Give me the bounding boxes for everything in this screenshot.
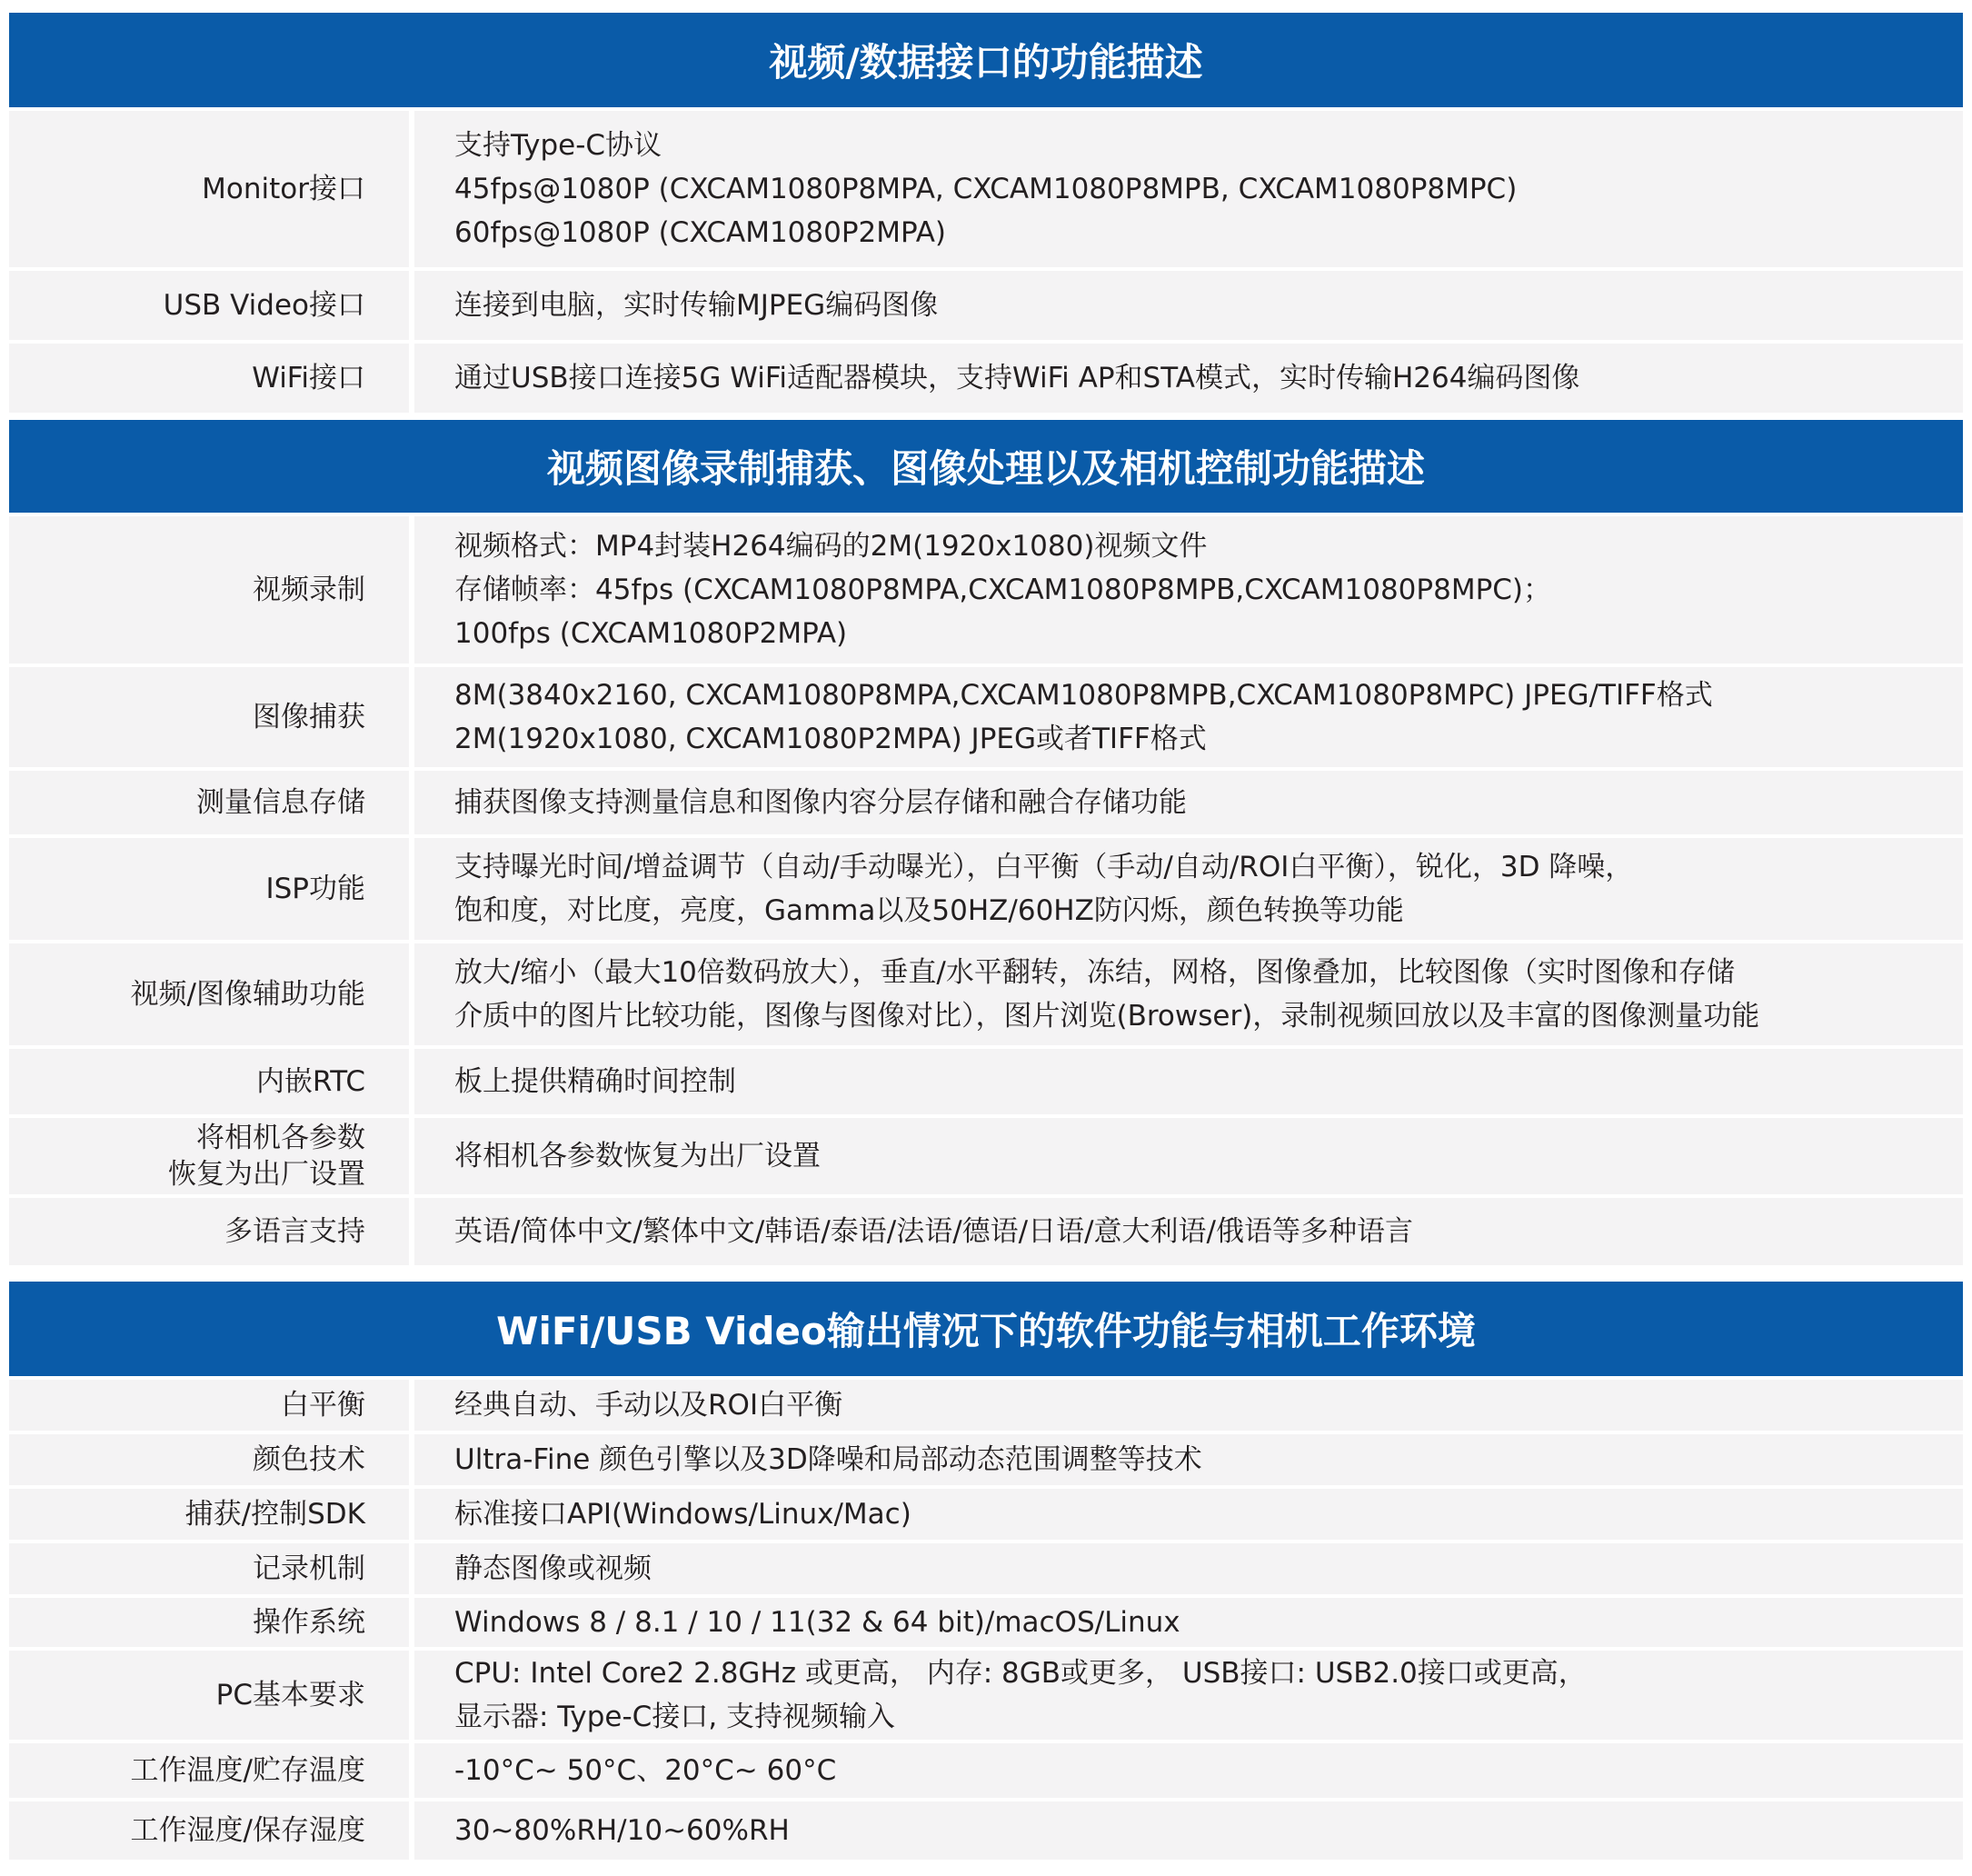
spec-label <box>9 271 409 340</box>
spec-row <box>9 1743 1963 1798</box>
spec-label-line: WiFi接口 <box>252 362 365 394</box>
spec-label-line: ISP功能 <box>265 873 365 905</box>
spec-value <box>414 1743 1963 1798</box>
spec-row <box>9 1198 1963 1265</box>
spec-label-line: 图像捕获 <box>253 701 365 733</box>
spec-row <box>9 1489 1963 1540</box>
spec-label-line: 颜色技术 <box>253 1443 365 1476</box>
spec-row <box>9 1380 1963 1431</box>
spec-label-line: 捕获/控制SDK <box>184 1498 365 1531</box>
spec-row <box>9 516 1963 664</box>
spec-value <box>414 1118 1963 1194</box>
spec-label-line: 工作温度/贮存温度 <box>130 1754 365 1787</box>
spec-value-line: 经典自动、手动以及ROI白平衡 <box>454 1389 843 1422</box>
spec-label <box>9 1198 409 1265</box>
spec-value <box>414 344 1963 413</box>
spec-row <box>9 1543 1963 1594</box>
spec-label <box>9 1049 409 1114</box>
spec-label <box>9 1118 409 1194</box>
spec-value-line: 2M(1920x1080, CXCAM1080P2MPA) JPEG或者TIFF格式 <box>454 723 1207 755</box>
spec-value-line: 板上提供精确时间控制 <box>454 1065 736 1098</box>
spec-value-line: CPU: Intel Core2 2.8GHz 或更高， 内存: 8GB或更多， USB接口: USB2.0接口或更高， <box>454 1657 1587 1690</box>
spec-value-line: 100fps (CXCAM1080P2MPA) <box>454 617 848 650</box>
spec-row <box>9 111 1963 267</box>
spec-label-line: 将相机各参数 <box>196 1122 365 1154</box>
spec-value <box>414 271 1963 340</box>
spec-label-line: Monitor接口 <box>202 173 365 205</box>
spec-value-line: 介质中的图片比较功能，图像与图像对比），图片浏览(Browser)，录制视频回放以及丰富的图像测量功能 <box>454 1000 1760 1033</box>
spec-value-line: Windows 8 / 8.1 / 10 / 11(32 & 64 bit)/macOS/Linux <box>454 1606 1180 1639</box>
spec-value-line: 存储帧率：45fps (CXCAM1080P8MPA,CXCAM1080P8MPB,CXCAM1080P8MPC)； <box>454 574 1552 606</box>
spec-value-line: Ultra-Fine 颜色引擎以及3D降噪和局部动态范围调整等技术 <box>454 1443 1202 1476</box>
spec-value <box>414 1380 1963 1431</box>
spec-value-line: -10°C~ 50°C、20°C~ 60°C <box>454 1754 837 1787</box>
spec-row <box>9 1598 1963 1647</box>
spec-value <box>414 838 1963 940</box>
spec-value-line: 静态图像或视频 <box>454 1552 652 1585</box>
spec-value-line: 视频格式：MP4封装H264编码的2M(1920x1080)视频文件 <box>454 530 1208 563</box>
spec-value-line: 英语/简体中文/繁体中文/韩语/泰语/法语/德语/日语/意大利语/俄语等多种语言 <box>454 1215 1413 1248</box>
spec-value-line: 捕获图像支持测量信息和图像内容分层存储和融合存储功能 <box>454 786 1187 819</box>
spec-value-line: 45fps@1080P (CXCAM1080P8MPA, CXCAM1080P8MPB, CXCAM1080P8MPC) <box>454 173 1518 205</box>
spec-label-line: 视频录制 <box>253 574 365 606</box>
spec-value <box>414 1489 1963 1540</box>
spec-value <box>414 1049 1963 1114</box>
spec-value-line: 支持Type-C协议 <box>454 129 662 162</box>
spec-label-line: USB Video接口 <box>163 289 365 322</box>
spec-value-line: 连接到电脑，实时传输MJPEG编码图像 <box>454 289 939 322</box>
spec-value <box>414 771 1963 834</box>
spec-label-line: 多语言支持 <box>224 1215 365 1248</box>
spec-label <box>9 667 409 767</box>
spec-value <box>414 1801 1963 1860</box>
spec-value <box>414 1434 1963 1485</box>
spec-value-line: 8M(3840x2160, CXCAM1080P8MPA,CXCAM1080P8MPB,CXCAM1080P8MPC) JPEG/TIFF格式 <box>454 679 1713 712</box>
spec-row <box>9 838 1963 940</box>
section-title: 视频图像录制捕获、图像处理以及相机控制功能描述 <box>9 420 1963 513</box>
spec-label-line: 操作系统 <box>253 1606 365 1639</box>
spec-label-line: 恢复为出厂设置 <box>168 1158 365 1191</box>
spec-label-line: 记录机制 <box>253 1552 365 1585</box>
spec-label-line: 视频/图像辅助功能 <box>130 978 365 1011</box>
spec-section-3 <box>9 1282 1963 1860</box>
spec-row <box>9 344 1963 413</box>
spec-section-2 <box>9 420 1963 1265</box>
spec-label <box>9 1651 409 1740</box>
spec-label <box>9 1380 409 1431</box>
spec-label <box>9 516 409 664</box>
spec-label <box>9 838 409 940</box>
spec-row <box>9 1049 1963 1114</box>
spec-row <box>9 1651 1963 1740</box>
spec-label-line: 白平衡 <box>281 1389 365 1422</box>
spec-value <box>414 1543 1963 1594</box>
spec-row <box>9 1801 1963 1860</box>
spec-row <box>9 271 1963 340</box>
spec-value <box>414 1198 1963 1265</box>
spec-value-line: 通过USB接口连接5G WiFi适配器模块，支持WiFi AP和STA模式，实时传输H264编码图像 <box>454 362 1580 394</box>
spec-value-line: 放大/缩小（最大10倍数码放大），垂直/水平翻转，冻结，网格，图像叠加，比较图像（实时图像和存储 <box>454 956 1735 989</box>
spec-label <box>9 344 409 413</box>
spec-value <box>414 1598 1963 1647</box>
spec-row <box>9 943 1963 1045</box>
spec-row <box>9 771 1963 834</box>
spec-row <box>9 1118 1963 1194</box>
spec-value <box>414 111 1963 267</box>
spec-label <box>9 1598 409 1647</box>
spec-value <box>414 667 1963 767</box>
spec-label <box>9 1489 409 1540</box>
spec-label-line: 测量信息存储 <box>196 786 365 819</box>
section-title: WiFi/USB Video输出情况下的软件功能与相机工作环境 <box>9 1282 1963 1376</box>
spec-label <box>9 943 409 1045</box>
spec-value-line: 显示器: Type-C接口, 支持视频输入 <box>454 1701 896 1733</box>
spec-value <box>414 516 1963 664</box>
spec-label-line: PC基本要求 <box>215 1679 365 1711</box>
spec-label <box>9 1543 409 1594</box>
spec-label-line: 内嵌RTC <box>255 1065 365 1098</box>
spec-label <box>9 111 409 267</box>
spec-label <box>9 771 409 834</box>
spec-value-line: 标准接口API(Windows/Linux/Mac) <box>454 1498 911 1531</box>
spec-value-line: 60fps@1080P (CXCAM1080P2MPA) <box>454 216 947 249</box>
spec-section-1 <box>9 13 1963 413</box>
spec-value-line: 将相机各参数恢复为出厂设置 <box>454 1140 821 1172</box>
spec-label <box>9 1434 409 1485</box>
spec-label <box>9 1801 409 1860</box>
spec-label-line: 工作湿度/保存湿度 <box>130 1814 365 1847</box>
spec-value <box>414 943 1963 1045</box>
spec-row <box>9 667 1963 767</box>
spec-value <box>414 1651 1963 1740</box>
section-title: 视频/数据接口的功能描述 <box>9 13 1963 107</box>
spec-label <box>9 1743 409 1798</box>
spec-row <box>9 1434 1963 1485</box>
spec-value-line: 30~80%RH/10~60%RH <box>454 1814 790 1847</box>
spec-value-line: 支持曝光时间/增益调节（自动/手动曝光），白平衡（手动/自动/ROI白平衡），锐化，3D 降噪， <box>454 851 1634 883</box>
spec-value-line: 饱和度，对比度，亮度，Gamma以及50HZ/60HZ防闪烁，颜色转换等功能 <box>454 894 1404 927</box>
